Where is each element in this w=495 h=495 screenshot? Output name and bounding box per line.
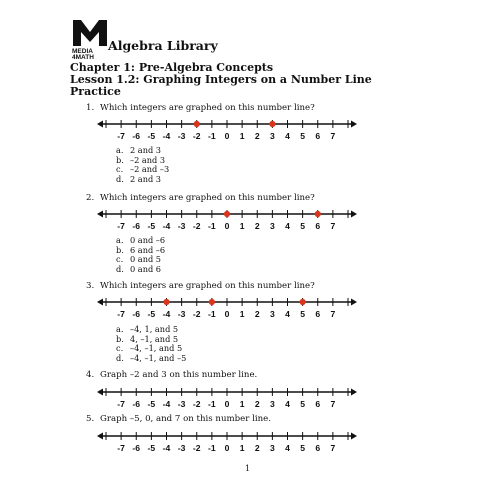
tick-label: 4 <box>285 309 290 319</box>
right-arrow-icon <box>351 433 357 440</box>
right-arrow-icon <box>351 299 357 306</box>
tick-label: -6 <box>132 399 141 409</box>
choice-d[interactable]: d. 2 and 3 <box>116 173 162 184</box>
tick-label: 2 <box>254 443 260 453</box>
tick-label: -7 <box>117 131 125 141</box>
choice-b[interactable]: b. 4, –1, and 5 <box>116 333 179 344</box>
tick-label: 6 <box>315 443 321 453</box>
choices-1 <box>116 146 169 184</box>
tick-label: -3 <box>177 309 186 319</box>
tick-label: 7 <box>330 399 336 409</box>
tick-label: 2 <box>254 221 260 231</box>
tick-label: 0 <box>224 443 230 453</box>
tick-label: 0 <box>224 309 230 319</box>
tick-label: -3 <box>177 443 186 453</box>
tick-label: 1 <box>239 221 245 231</box>
tick-label: -5 <box>147 131 156 141</box>
tick-label: -4 <box>162 443 171 453</box>
question-text: Which integers are graphed on this number line? <box>100 193 315 203</box>
left-arrow-icon <box>97 211 103 218</box>
logo-text-media: MEDIA <box>72 48 93 55</box>
section-heading: Practice <box>70 85 121 98</box>
choice-a[interactable]: a. –4, 1, and 5 <box>116 324 179 334</box>
number-line-3 <box>96 294 358 320</box>
right-arrow-icon <box>351 211 357 218</box>
question-4 <box>86 370 257 380</box>
question-text: Graph –2 and 3 on this number line. <box>100 370 258 380</box>
tick-label: 2 <box>254 131 260 141</box>
tick-label: -6 <box>132 131 141 141</box>
graphed-point <box>224 211 230 217</box>
tick-label: -2 <box>192 131 201 141</box>
tick-label: 3 <box>269 399 275 409</box>
tick-label: -2 <box>192 309 201 319</box>
question-number: 5. <box>86 414 95 424</box>
left-arrow-icon <box>97 433 103 440</box>
logo-text-4math: 4MATH <box>72 54 94 60</box>
tick-label: -6 <box>132 443 141 453</box>
left-arrow-icon <box>97 389 103 396</box>
tick-label: 3 <box>269 131 275 141</box>
choice-a[interactable]: a. 2 and 3 <box>116 145 162 155</box>
question-number: 1. <box>86 103 95 113</box>
tick-label: 4 <box>285 221 290 231</box>
graphed-point <box>163 299 169 305</box>
tick-label: -5 <box>147 309 156 319</box>
graphed-point <box>209 299 215 305</box>
tick-label: 4 <box>285 131 290 141</box>
tick-label: 5 <box>300 399 306 409</box>
tick-label: -6 <box>132 309 141 319</box>
tick-label: 0 <box>224 131 230 141</box>
question-number: 3. <box>86 281 95 291</box>
choice-c[interactable]: c. –4, –1, and 5 <box>116 343 183 354</box>
tick-label: 6 <box>315 399 321 409</box>
tick-label: -1 <box>208 443 216 453</box>
tick-label: 3 <box>269 221 275 231</box>
chapter-heading: Chapter 1: Pre-Algebra Concepts <box>70 61 274 74</box>
tick-label: -4 <box>162 131 171 141</box>
tick-label: -5 <box>147 399 156 409</box>
tick-label: -4 <box>162 221 171 231</box>
tick-label: -2 <box>192 399 201 409</box>
tick-label: -1 <box>208 399 216 409</box>
question-number: 4. <box>86 370 95 380</box>
left-arrow-icon <box>97 299 103 306</box>
tick-label: 2 <box>254 309 260 319</box>
tick-label: 4 <box>285 399 290 409</box>
number-line-2 <box>96 206 358 232</box>
tick-label: -1 <box>208 131 216 141</box>
tick-label: 6 <box>315 131 321 141</box>
number-line-4[interactable] <box>96 384 358 410</box>
tick-label: 7 <box>330 131 336 141</box>
question-text: Which integers are graphed on this number line? <box>100 103 315 113</box>
tick-label: 0 <box>224 221 230 231</box>
tick-label: -7 <box>117 309 125 319</box>
tick-label: -4 <box>162 399 171 409</box>
tick-label: -1 <box>208 309 216 319</box>
question-1 <box>86 103 315 113</box>
tick-label: -3 <box>177 221 186 231</box>
question-text: Graph –5, 0, and 7 on this number line. <box>100 414 271 424</box>
tick-label: -7 <box>117 399 125 409</box>
tick-label: 5 <box>300 131 306 141</box>
tick-label: 1 <box>239 443 245 453</box>
tick-label: -2 <box>192 221 201 231</box>
graphed-point <box>194 121 200 127</box>
tick-label: 4 <box>285 443 290 453</box>
tick-label: 1 <box>239 399 245 409</box>
graphed-point <box>315 211 321 217</box>
choices-2 <box>116 236 165 274</box>
question-text: Which integers are graphed on this number line? <box>100 281 315 291</box>
choice-d[interactable]: d. –4, –1, and –5 <box>116 352 187 363</box>
tick-label: -7 <box>117 443 125 453</box>
graphed-point <box>269 121 275 127</box>
tick-label: -6 <box>132 221 141 231</box>
tick-label: 5 <box>300 221 306 231</box>
left-arrow-icon <box>97 121 103 128</box>
graphed-point <box>300 299 306 305</box>
right-arrow-icon <box>351 121 357 128</box>
tick-label: -3 <box>177 399 186 409</box>
question-5 <box>86 414 271 424</box>
tick-label: 3 <box>269 443 275 453</box>
tick-label: -2 <box>192 443 201 453</box>
page-number: 1 <box>244 464 251 473</box>
question-2 <box>86 193 315 203</box>
tick-label: -5 <box>147 221 156 231</box>
choice-d[interactable]: d. 0 and 6 <box>116 263 162 274</box>
question-number: 2. <box>86 193 95 203</box>
tick-label: 7 <box>330 309 336 319</box>
lesson-heading: Lesson 1.2: Graphing Integers on a Number Line <box>70 73 372 86</box>
media4math-logo <box>70 16 110 60</box>
tick-label: 7 <box>330 221 336 231</box>
number-line-1 <box>96 116 358 142</box>
number-line-5[interactable] <box>96 428 358 454</box>
choices-3 <box>116 325 186 363</box>
tick-label: 5 <box>300 443 306 453</box>
tick-label: -5 <box>147 443 156 453</box>
tick-label: 5 <box>300 309 306 319</box>
tick-label: 7 <box>330 443 336 453</box>
question-3 <box>86 281 315 291</box>
tick-label: -1 <box>208 221 216 231</box>
right-arrow-icon <box>351 389 357 396</box>
tick-label: 6 <box>315 221 321 231</box>
choice-c[interactable]: c. 0 and 5 <box>116 254 162 265</box>
tick-label: 1 <box>239 131 245 141</box>
tick-label: -7 <box>117 221 125 231</box>
tick-label: 1 <box>239 309 245 319</box>
tick-label: -4 <box>162 309 171 319</box>
tick-label: 6 <box>315 309 321 319</box>
library-title: Algebra Library <box>108 38 218 53</box>
choice-b[interactable]: b. 6 and –6 <box>116 244 166 255</box>
tick-label: 3 <box>269 309 275 319</box>
choice-a[interactable]: a. 0 and –6 <box>116 235 166 245</box>
tick-label: 2 <box>254 399 260 409</box>
choice-c[interactable]: c. –2 and –3 <box>116 164 170 175</box>
tick-label: -3 <box>177 131 186 141</box>
tick-label: 0 <box>224 399 230 409</box>
choice-b[interactable]: b. –2 and 3 <box>116 154 166 165</box>
